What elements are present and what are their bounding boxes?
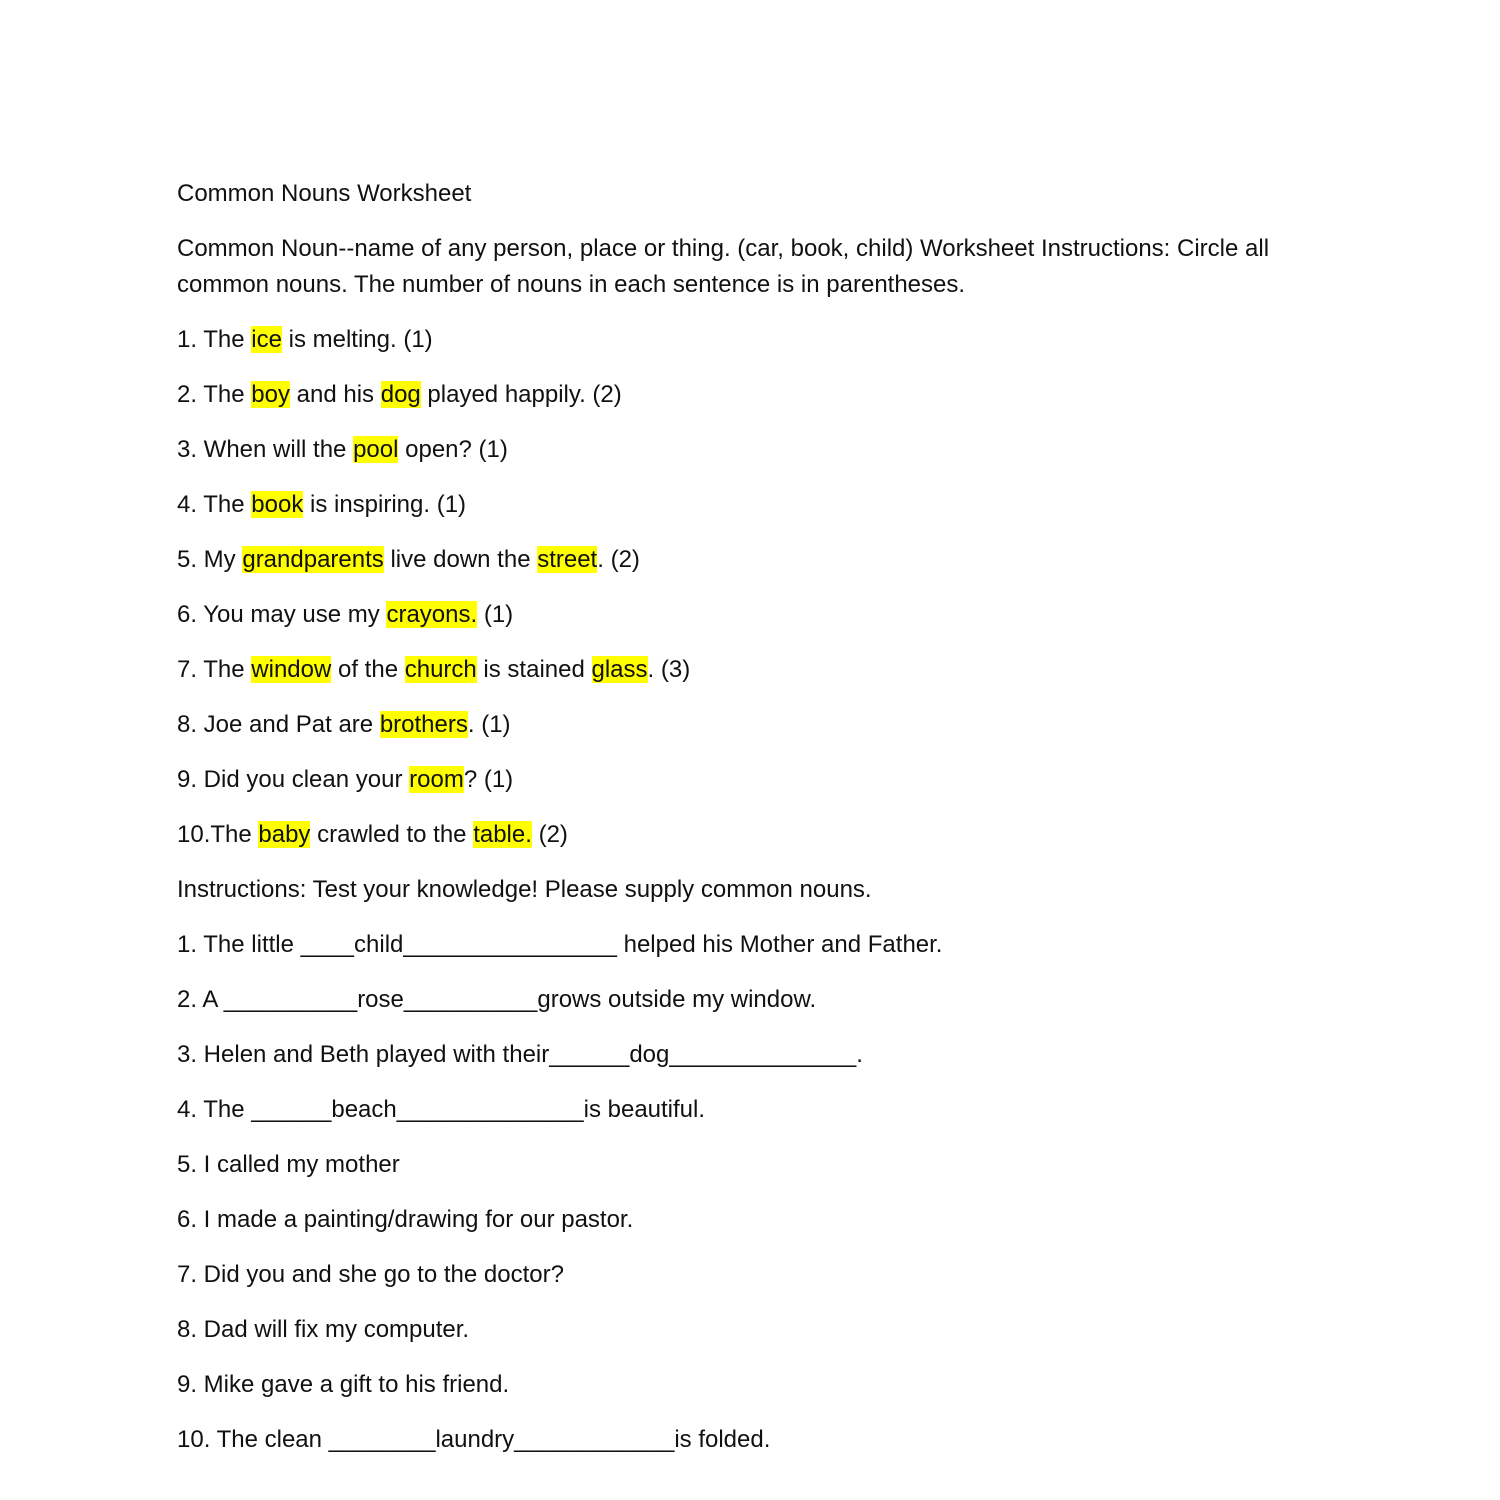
worksheet-title: Common Nouns Worksheet xyxy=(177,180,472,207)
highlighted-noun: glass xyxy=(591,656,648,683)
sentence-text: live down the xyxy=(383,546,538,573)
part1-sentence-10 xyxy=(177,820,568,850)
part2-sentence-9: 9. Mike gave a gift to his friend. xyxy=(177,1371,510,1398)
sentence-text: (2) xyxy=(531,821,568,848)
sentence-text: crawled to the xyxy=(310,821,474,848)
sentence-text: . (3) xyxy=(647,656,691,683)
part1-sentence-7 xyxy=(177,655,690,685)
sentence-text: 10.The xyxy=(177,821,259,848)
sentence-text: 8. Joe and Pat are xyxy=(177,711,380,738)
highlighted-noun: brothers xyxy=(379,711,468,738)
highlighted-noun: ice xyxy=(251,326,282,353)
part1-sentence-8 xyxy=(177,710,511,740)
instructions-part2: Instructions: Test your knowledge! Please supply common nouns. xyxy=(177,876,872,903)
part2-sentence-7: 7. Did you and she go to the doctor? xyxy=(177,1261,564,1288)
part1-sentence-5 xyxy=(177,545,640,575)
part2-sentence-1: 1. The little ____child________________ helped his Mother and Father. xyxy=(177,931,943,958)
part2-sentence-6: 6. I made a painting/drawing for our pastor. xyxy=(177,1206,634,1233)
sentence-text: is inspiring. (1) xyxy=(303,491,467,518)
part1-sentence-6 xyxy=(177,600,513,630)
highlighted-noun: grandparents xyxy=(242,546,384,573)
sentence-text: 7. The xyxy=(177,656,252,683)
sentence-text: and his xyxy=(289,381,381,408)
sentence-text: open? (1) xyxy=(398,436,508,463)
highlighted-noun: crayons. xyxy=(386,601,478,628)
sentence-text: . (1) xyxy=(467,711,511,738)
highlighted-noun: church xyxy=(404,656,477,683)
sentence-text: is stained xyxy=(476,656,592,683)
sentence-text: is melting. (1) xyxy=(281,326,433,353)
sentence-text: played happily. (2) xyxy=(420,381,622,408)
highlighted-noun: window xyxy=(251,656,332,683)
highlighted-noun: room xyxy=(409,766,464,793)
highlighted-noun: table. xyxy=(473,821,532,848)
part2-sentence-8: 8. Dad will fix my computer. xyxy=(177,1316,470,1343)
part2-sentence-3: 3. Helen and Beth played with their______dog______________. xyxy=(177,1041,863,1068)
part1-sentence-4 xyxy=(177,490,466,520)
highlighted-noun: boy xyxy=(251,381,290,408)
sentence-text: 9. Did you clean your xyxy=(177,766,410,793)
highlighted-noun: street xyxy=(537,546,598,573)
part2-sentence-4: 4. The ______beach______________is beautiful. xyxy=(177,1096,706,1123)
sentence-text: 4. The xyxy=(177,491,252,518)
part1-sentence-9 xyxy=(177,765,513,795)
part2-sentence-2: 2. A __________rose__________grows outside my window. xyxy=(177,986,817,1013)
part2-sentence-10: 10. The clean ________laundry____________is folded. xyxy=(177,1426,771,1453)
part1-sentence-1 xyxy=(177,325,433,355)
sentence-text: 3. When will the xyxy=(177,436,354,463)
part1-sentence-2 xyxy=(177,380,622,410)
part2-sentence-5: 5. I called my mother xyxy=(177,1151,400,1178)
part1-sentence-3 xyxy=(177,435,508,465)
sentence-text: (1) xyxy=(477,601,514,628)
sentence-text: . (2) xyxy=(597,546,640,573)
sentence-text: 6. You may use my xyxy=(177,601,387,628)
highlighted-noun: book xyxy=(251,491,304,518)
highlighted-noun: baby xyxy=(258,821,311,848)
sentence-text: 5. My xyxy=(177,546,243,573)
intro-line-2: common nouns. The number of nouns in each sentence is in parentheses. xyxy=(177,271,966,298)
sentence-text: of the xyxy=(331,656,405,683)
sentence-text: ? (1) xyxy=(463,766,514,793)
sentence-text: 1. The xyxy=(177,326,252,353)
highlighted-noun: pool xyxy=(353,436,399,463)
intro-line-1: Common Noun--name of any person, place or thing. (car, book, child) Worksheet Instructions: Circle all xyxy=(177,235,1270,262)
sentence-text: 2. The xyxy=(177,381,252,408)
highlighted-noun: dog xyxy=(380,381,421,408)
